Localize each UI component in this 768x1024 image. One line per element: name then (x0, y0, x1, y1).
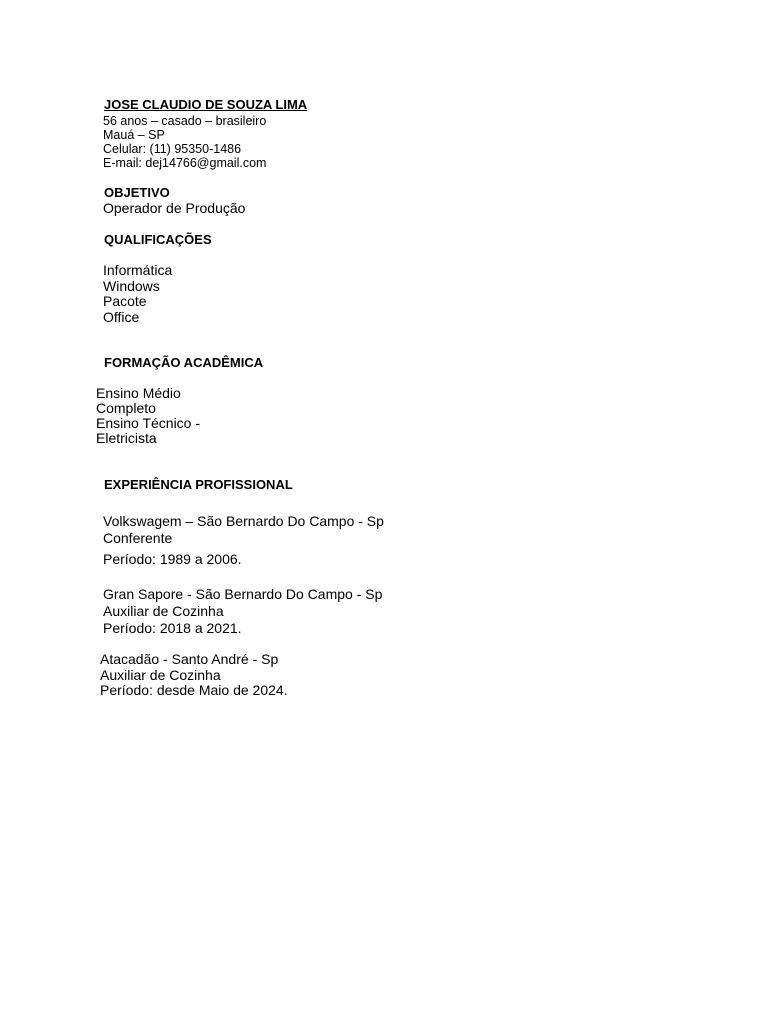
formacao-list (96, 386, 200, 446)
qualificacoes-heading: QUALIFICAÇÕES (104, 232, 212, 247)
list-item: Office (103, 308, 140, 325)
job-company: Volkswagem – São Bernardo Do Campo - Sp (103, 513, 384, 529)
list-item: Ensino Técnico - (96, 415, 201, 431)
job-period: Período: desde Maio de 2024. (100, 682, 288, 698)
age-status-nationality: 56 anos – casado – brasileiro (103, 114, 267, 128)
list-item: Informática (103, 262, 173, 278)
experiencia-heading: EXPERIÊNCIA PROFISSIONAL (104, 477, 293, 492)
list-item: Eletricista (96, 430, 157, 446)
phone: Celular: (11) 95350-1486 (103, 142, 242, 156)
job-role: Conferente (103, 530, 173, 546)
job-entry (103, 586, 382, 636)
email: E-mail: dej14766@gmail.com (103, 156, 267, 170)
list-item: Windows (103, 277, 160, 294)
objetivo-heading: OBJETIVO (104, 185, 170, 200)
personal-details (103, 114, 266, 170)
list-item: Completo (96, 400, 156, 416)
job-role: Auxiliar de Cozinha (103, 603, 224, 619)
objetivo-text: Operador de Produção (103, 200, 246, 216)
job-entry (103, 513, 384, 567)
job-company: Atacadão - Santo André - Sp (100, 651, 279, 667)
job-role: Auxiliar de Cozinha (100, 666, 221, 683)
list-item: Pacote (103, 293, 147, 309)
list-item: Ensino Médio (96, 385, 181, 401)
candidate-name: JOSE CLAUDIO DE SOUZA LIMA (104, 97, 308, 112)
city: Mauá – SP (103, 128, 165, 142)
job-period: Período: 2018 a 2021. (103, 620, 242, 636)
formacao-heading: FORMAÇÃO ACADÊMICA (104, 355, 264, 370)
qualificacoes-list (103, 263, 172, 325)
job-company: Gran Sapore - São Bernardo Do Campo - Sp (103, 586, 383, 602)
job-period: Período: 1989 a 2006. (103, 551, 242, 567)
job-entry (100, 652, 288, 699)
